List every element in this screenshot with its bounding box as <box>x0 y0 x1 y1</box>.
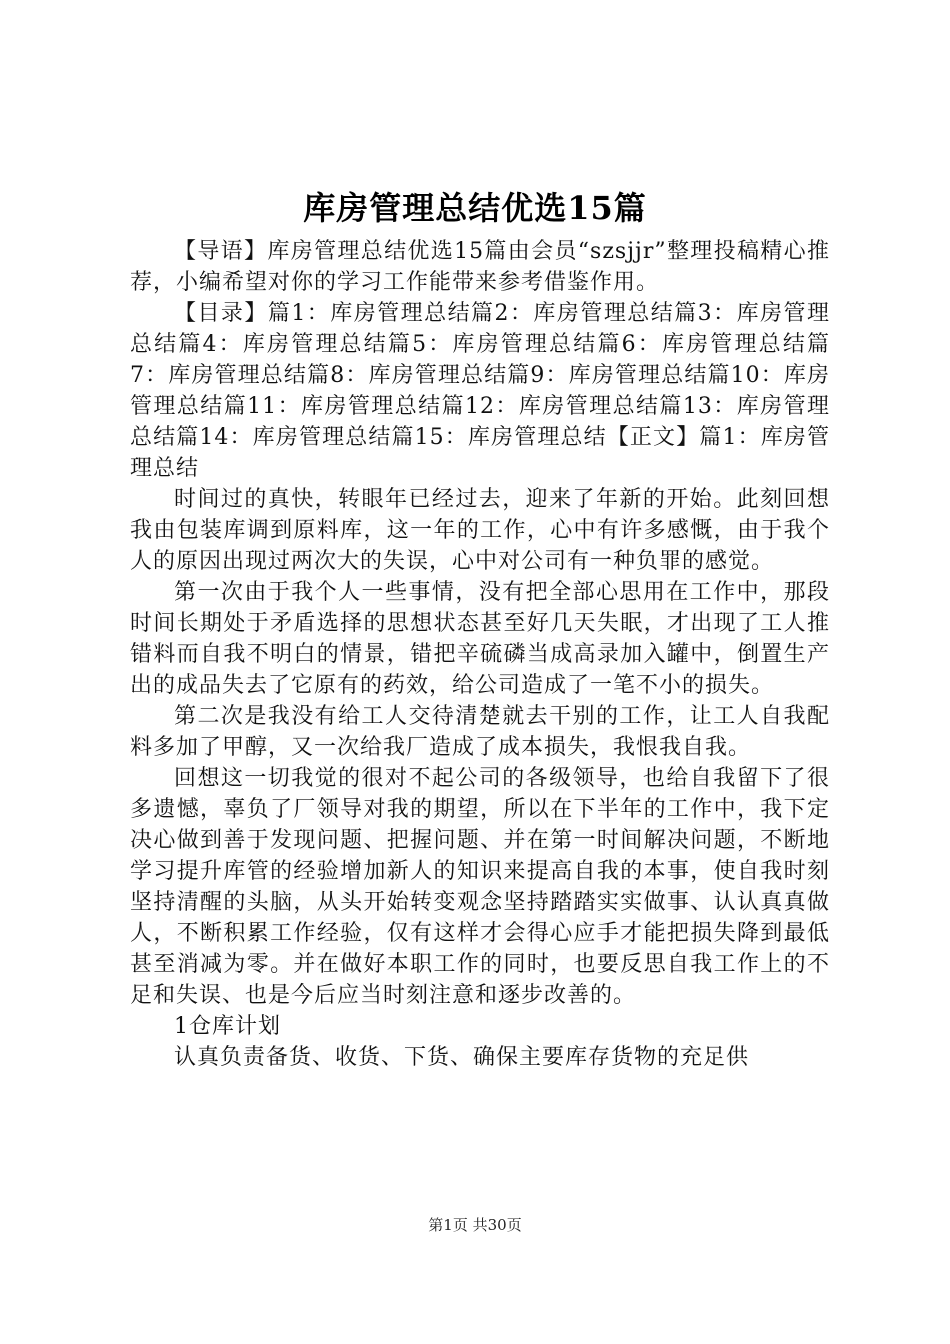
paragraph: 第一次由于我个人一些事情，没有把全部心思用在工作中，那段时间长期处于矛盾选择的思想状态甚至好几天失眠，才出现了工人推错料而自我不明白的情景，错把辛硫磷当成高录加入罐中，倒置生产出的成品失去了它原有的药效，给公司造成了一笔不小的损失。 <box>130 580 830 698</box>
paragraph-contents: 【目录】篇1：库房管理总结篇2：库房管理总结篇3：库房管理总结篇4：库房管理总结篇5：库房管理总结篇6：库房管理总结篇7：库房管理总结篇8：库房管理总结篇9：库房管理总结篇10：库房管理总结篇11：库房管理总结篇12：库房管理总结篇13：库房管理总结篇14：库房管理总结篇15：库房管理总结【正文】篇1：库房管理总结 <box>130 301 831 481</box>
section-heading: 1仓库计划 <box>174 1014 281 1039</box>
paragraph-intro: 【导语】库房管理总结优选15篇由会员“szsjjr”整理投稿精心推荐，小编希望对你的学习工作能带来参考借鉴作用。 <box>130 239 830 295</box>
paragraph: 回想这一切我觉的很对不起公司的各级领导，也给自我留下了很多遗憾，辜负了厂领导对我的期望，所以在下半年的工作中，我下定决心做到善于发现问题、把握问题、并在第一时间解决问题，不断地学习提升库管的经验增加新人的知识来提高自我的本事，使自我时刻坚持清醒的头脑，从头开始转变观念坚持踏踏实实做事、认认真真做人，不断积累工作经验，仅有这样才会得心应手才能把损失降到最低甚至消减为零。并在做好本职工作的同时，也要反思自我工作上的不足和失误、也是今后应当时刻注意和逐步改善的。 <box>130 766 830 1008</box>
paragraph: 时间过的真快，转眼年已经过去，迎来了年新的开始。此刻回想我由包装库调到原料库，这一年的工作，心中有许多感慨，由于我个人的原因出现过两次大的失误，心中对公司有一种负罪的感觉。 <box>130 487 830 574</box>
paragraph: 第二次是我没有给工人交待清楚就去干别的工作，让工人自我配料多加了甲醇，又一次给我厂造成了成本损失，我恨我自我。 <box>130 704 830 760</box>
paragraph: 认真负责备货、收货、下货、确保主要库存货物的充足供 <box>174 1045 750 1070</box>
document-body <box>130 236 830 1073</box>
document-title: 库房管理总结优选15篇 <box>303 189 647 227</box>
page-footer: 第1页 共30页 <box>428 1216 522 1234</box>
